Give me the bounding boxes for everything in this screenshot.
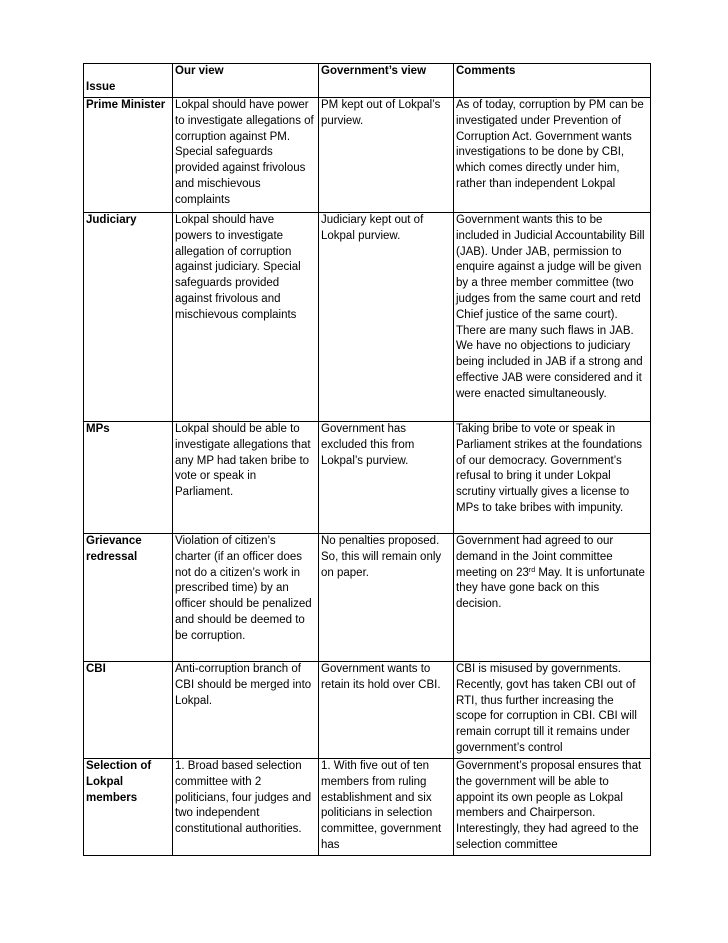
issue-cell: Selection of Lokpal members [84, 759, 173, 856]
issue-cell: MPs [84, 422, 173, 534]
our-view-cell: Lokpal should be able to investigate allegations that any MP had taken bribe to vote or speak in Parliament. [173, 422, 319, 534]
table-row [84, 213, 651, 422]
table-row [84, 98, 651, 213]
government-view-cell: Government wants to retain its hold over CBI. [319, 662, 454, 759]
comments-cell: As of today, corruption by PM can be investigated under Prevention of Corruption Act. Government wants investigations to be done by CBI, which comes directly under him, rather than independent Lokpal [454, 98, 651, 213]
header-issue-cell [84, 64, 173, 98]
government-view-cell: PM kept out of Lokpal’s purview. [319, 98, 454, 213]
comments-text-cont: May. It is unfortunate they have gone back on this decision. [456, 566, 645, 611]
header-comments: Comments [454, 64, 651, 98]
header-issue: Issue [86, 81, 116, 93]
header-government-view: Government’s view [319, 64, 454, 98]
comments-cell: Taking bribe to vote or speak in Parliament strikes at the foundations of our democracy. Government’s refusal to bring it under Lokpal scrutiny virtually gives a license to MPs to take bribes with impunity. [454, 422, 651, 534]
table-row [84, 662, 651, 759]
issue-cell: Grievance redressal [84, 534, 173, 662]
table-row [84, 759, 651, 856]
table-row [84, 422, 651, 534]
ordinal-suffix: rd [528, 566, 536, 574]
our-view-cell: Lokpal should have power to investigate allegations of corruption against PM. Special safeguards provided against frivolous and mischievous complaints [173, 98, 319, 213]
issue-cell: CBI [84, 662, 173, 759]
government-view-cell: 1. With five out of ten members from ruling establishment and six politicians in selection committee, government has [319, 759, 454, 856]
comparison-table [83, 63, 651, 856]
comments-text: Government had agreed to our demand in the Joint committee meeting on 23 [456, 535, 614, 579]
government-view-cell: Judiciary kept out of Lokpal purview. [319, 213, 454, 422]
comments-cell [454, 534, 651, 662]
government-view-cell: Government has excluded this from Lokpal’s purview. [319, 422, 454, 534]
government-view-cell: No penalties proposed. So, this will remain only on paper. [319, 534, 454, 662]
issue-cell: Prime Minister [84, 98, 173, 213]
table-header-row [84, 64, 651, 98]
comments-cell: CBI is misused by governments. Recently, govt has taken CBI out of RTI, thus further increasing the scope for corruption in CBI. CBI will remain corrupt till it remains under government’s control [454, 662, 651, 759]
our-view-cell: 1. Broad based selection committee with 2 politicians, four judges and two independent constitutional authorities. [173, 759, 319, 856]
table-row [84, 534, 651, 662]
comments-cell: Government’s proposal ensures that the government will be able to appoint its own people as Lokpal members and Chairperson. Interestingly, they had agreed to the selection committee [454, 759, 651, 856]
our-view-cell: Anti-corruption branch of CBI should be merged into Lokpal. [173, 662, 319, 759]
header-our-view: Our view [173, 64, 319, 98]
comments-cell: Government wants this to be included in Judicial Accountability Bill (JAB). Under JAB, permission to enquire against a judge will be given by a three member committee (two judges from the same court and retd Chief justice of the same court). There are many such flaws in JAB. We have no objections to judiciary being included in JAB if a strong and effective JAB were considered and it were enacted simultaneously. [454, 213, 651, 422]
issue-cell: Judiciary [84, 213, 173, 422]
our-view-cell: Lokpal should have powers to investigate allegation of corruption against judiciary. Special safeguards provided against frivolous and mischievous complaints [173, 213, 319, 422]
our-view-cell: Violation of citizen’s charter (if an officer does not do a citizen’s work in prescribed time) by an officer should be penalized and should be deemed to be corruption. [173, 534, 319, 662]
